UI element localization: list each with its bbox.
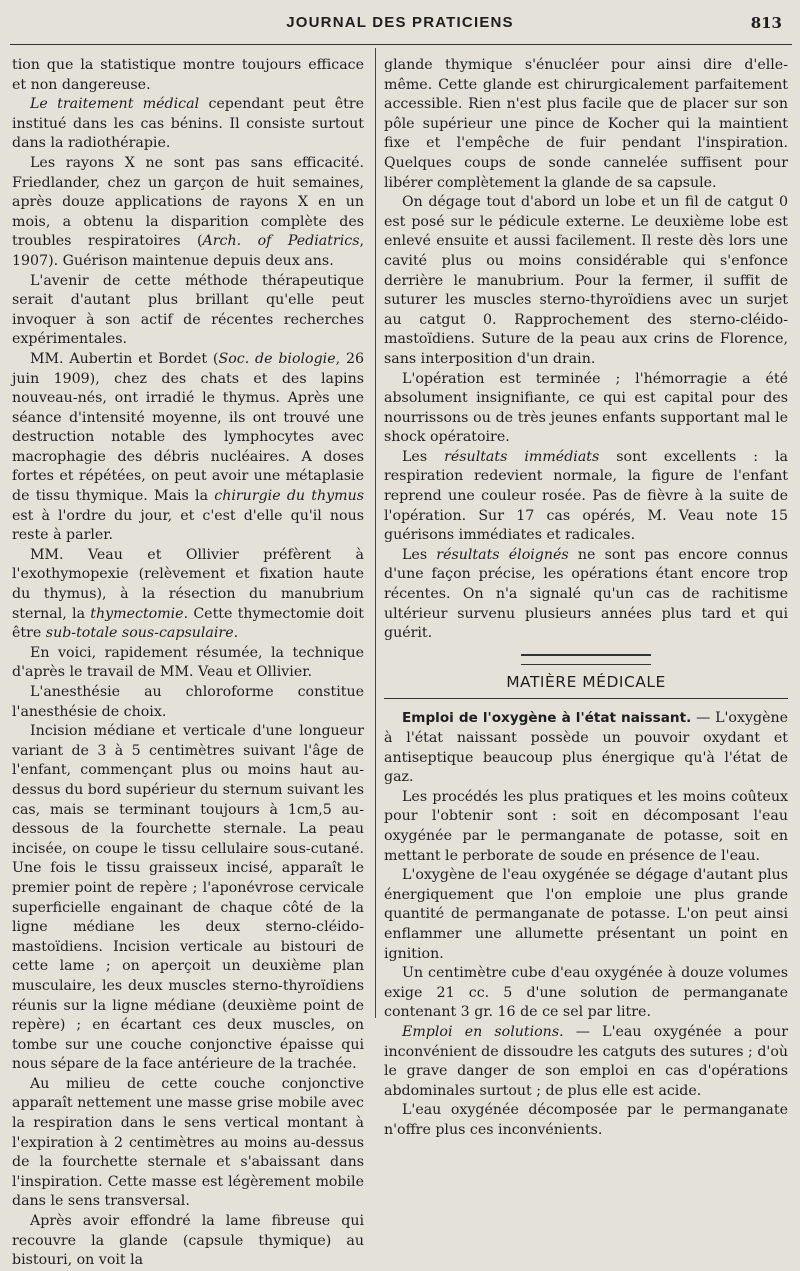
- italic-run: thymectomie: [90, 605, 184, 622]
- text-run: MM. Aubertin et Bordet (: [30, 350, 219, 367]
- text-run: . Cette thymectomie doit être: [12, 605, 365, 642]
- right-column-bottom: [384, 709, 788, 1140]
- paragraph: [12, 56, 364, 95]
- paragraph: [384, 1023, 788, 1101]
- text-run: Après avoir effondré la lame fibreuse qui recouvre la glande (capsule thymique) au bistouri, on voit la: [12, 1213, 364, 1269]
- text-run: — L'eau oxygénée a pour inconvénient de dissoudre les catguts des sutures ; d'où le grave danger de son emploi en cas d'opérations abdominales surtout ; de plus elle est acide.: [384, 1023, 788, 1099]
- text-run: En voici, rapidement résumée, la technique d'après le travail de MM. Veau et Ollivier.: [12, 644, 364, 681]
- column-divider: [375, 48, 376, 1018]
- text-run: Au milieu de cette couche conjonctive apparaît nettement une masse grise mobile avec la respiration dans le sens vertical montant à l'expiration à 2 centimètres au moins au-dessus de la fourchette sternale et s'abaissant dans l'inspiration. Cette masse est légèrement mobile dans le sens transversal.: [12, 1075, 364, 1210]
- text-run: Un centimètre cube d'eau oxygénée à douze volumes exige 21 cc. 5 d'une solution de permanganate contenant 3 gr. 16 de ce sel par litre.: [384, 965, 788, 1021]
- paragraph: [12, 350, 364, 546]
- italic-run: résultats immédiats: [444, 448, 600, 465]
- paragraph: [384, 788, 788, 866]
- page-number: 813: [750, 14, 782, 32]
- text-run: ne sont pas encore connus d'une façon précise, les opérations étant encore trop récentes. On n'a signalé qu'un cas de rachitisme ultérieur survenu plusieurs années plus tard et qui guérit.: [384, 546, 788, 642]
- right-column-top: [384, 56, 788, 644]
- text-run: Les procédés les plus pratiques et les moins coûteux pour l'obtenir sont : soit en décomposant l'eau oxygénée par le permanganate de potasse, soit en mettant le perborate de soude en présence de l'eau.: [384, 788, 788, 864]
- left-column: [12, 56, 364, 1271]
- text-run: Incision médiane et verticale d'une longueur variant de 3 à 5 centimètres suivant l'âge de l'enfant, commençant plus ou moins haut au-dessus du bord supérieur du sternum suivant les cas, mais se terminant toujours à 1cm,5 au-dessous de la fourchette sternale. La peau incisée, on coupe le tissu cellulaire sous-cutané. Une fois le tissu graisseux incisé, apparaît le premier point de repère ; l'aponévrose cervicale superficielle engainant de chaque côté de la ligne médiane les deux sterno-cléido-mastoïdiens. Incision verticale au bistouri de cette lame ; on aperçoit un deuxième plan musculaire, les deux muscles sterno-thyroïdiens réunis sur la ligne médiane (deuxième point de repère) ; en écartant ces deux muscles, on tombe sur une couche conjonctive épaisse qui nous sépare de la face antérieure de la trachée.: [12, 723, 364, 1073]
- paragraph: [12, 683, 364, 722]
- text-run: .: [233, 625, 239, 642]
- text-run: Les: [402, 546, 437, 563]
- paragraph: [384, 709, 788, 787]
- section-title: MATIÈRE MÉDICALE: [506, 672, 666, 691]
- text-run: sont excellents : la respiration redevient normale, la figure de l'enfant reprend une couleur rosée. Pas de fièvre à la suite de l'opération. Sur 17 cas opérés, M. Veau note 15 guérisons immédiates et radicales.: [384, 448, 788, 544]
- run-in-heading: Emploi de l'oxygène à l'état naissant.: [402, 710, 692, 727]
- italic-run: Le traitement médical: [30, 96, 200, 113]
- paragraph: [384, 448, 788, 546]
- paragraph: [384, 964, 788, 1023]
- text-run: cependant peut être institué dans les cas bénins. Il consiste surtout dans la radiothérapie.: [12, 96, 364, 152]
- italic-run: Emploi en solutions.: [402, 1023, 564, 1040]
- text-run: L'oxygène de l'eau oxygénée se dégage d'autant plus énergiquement que l'on emploie une plus grande quantité de permanganate de potasse. L'on peut ainsi enflammer une allumette présentant un point en ignition.: [384, 867, 788, 962]
- text-run: , 26 juin 1909), chez des chats et des lapins nouveau-nés, ont irradié le thymus. Après une séance d'intensité moyenne, ils ont trouvé une destruction notable des lymphocytes avec macrophagie des débris nucléaires. A doses fortes et répétées, on peut avoir une métaplasie de tissu thymique. Mais la: [12, 350, 365, 505]
- text-run: tion que la statistique montre toujours efficace et non dangereuse.: [12, 57, 364, 93]
- italic-run: chirurgie du thymus: [214, 488, 364, 505]
- paragraph: [12, 644, 364, 683]
- paragraph: [12, 272, 364, 350]
- paragraph: [12, 95, 364, 154]
- journal-title: JOURNAL DES PRATICIENS: [286, 14, 514, 31]
- section-ornament-rule: [521, 654, 651, 665]
- section-underline: [384, 698, 788, 699]
- paragraph: [384, 56, 788, 193]
- text-run: L'anesthésie au chloroforme constitue l'anesthésie de choix.: [12, 684, 364, 720]
- text-run: L'avenir de cette méthode thérapeutique serait d'autant plus brillant qu'elle peut invoquer à son actif de récentes recherches expérimentales.: [12, 272, 364, 348]
- paragraph: [384, 1101, 788, 1140]
- paragraph: [384, 193, 788, 369]
- paragraph: [12, 1212, 364, 1271]
- paragraph: [12, 1075, 364, 1212]
- text-run: , 1907). Guérison maintenue depuis deux ans.: [12, 233, 364, 269]
- running-header: [0, 14, 800, 36]
- paragraph: [12, 546, 364, 644]
- paragraph: [384, 546, 788, 644]
- text-run: Les rayons X ne sont pas sans efficacité. Friedlander, chez un garçon de huit semaines, après douze applications de rayons X en un mois, a obtenu la disparition complète des troubles respiratoires (: [12, 154, 364, 250]
- text-run: est à l'ordre du jour, et c'est d'elle qu'il nous reste à parler.: [12, 507, 364, 544]
- text-run: L'opération est terminée ; l'hémorragie a été absolument insignifiante, ce qui est capital pour des nourrissons ou de très jeunes enfants supportant mal le shock opératoire.: [384, 370, 788, 446]
- header-rule: [10, 44, 792, 45]
- paragraph: [384, 370, 788, 448]
- text-run: MM. Veau et Ollivier préfèrent à l'exothymopexie (relèvement et fixation haute du thymus), à la résection du manubrium sternal, la: [12, 546, 364, 622]
- italic-run: Arch. of Pediatrics: [202, 233, 360, 250]
- text-run: L'eau oxygénée décomposée par le permanganate n'offre plus ces inconvénients.: [384, 1102, 788, 1138]
- text-run: — L'oxygène à l'état naissant possède un pouvoir oxydant et antiseptique beaucoup plus énergique qu'à l'état de gaz.: [384, 710, 788, 786]
- text-run: glande thymique s'énucléer pour ainsi dire d'elle-même. Cette glande est chirurgicalement parfaitement accessible. Rien n'est plus facile que de placer sur son pôle supérieur une pince de Kocher qui la maintient fixe et l'empêche de fuir pendant l'inspiration. Quelques coups de sonde cannelée suffisent pour libérer complètement la glande de sa capsule.: [384, 57, 788, 191]
- paragraph: [12, 722, 364, 1075]
- italic-run: sub-totale sous-capsulaire: [45, 625, 234, 642]
- italic-run: résultats éloignés: [436, 546, 569, 563]
- text-run: On dégage tout d'abord un lobe et un fil de catgut 0 est posé sur le pédicule externe. Le deuxième lobe est enlevé ensuite et aussi facilement. Il reste dès lors une cavité plus ou moins considérable qui s'enfonce derrière le manubrium. Pour la fermer, il suffit de suturer les muscles sterno-thyroïdiens avec un surjet au catgut 0. Rapprochement des sterno-cléido-mastoïdiens. Suture de la peau aux crins de Florence, sans interposition d'un drain.: [384, 194, 788, 367]
- right-column: [384, 56, 788, 1140]
- paragraph: [12, 154, 364, 272]
- paragraph: [384, 866, 788, 964]
- italic-run: Soc. de biologie: [218, 350, 336, 367]
- text-run: Les: [402, 448, 445, 465]
